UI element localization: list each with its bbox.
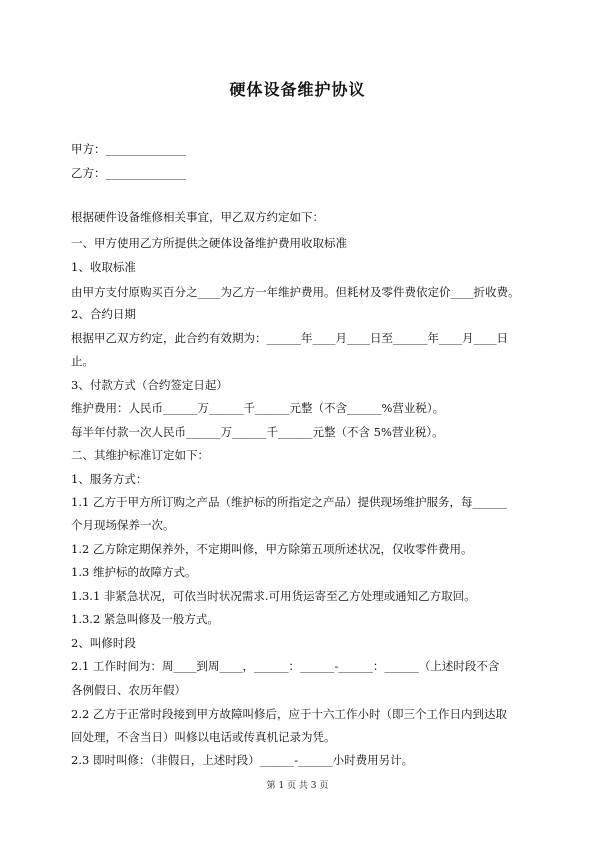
paragraph-line: 2.1 工作时间为：周____到周____，______：______-______：______（上述时段不含 xyxy=(71,659,500,673)
paragraph-line: 各例假日、农历年假） xyxy=(71,683,186,697)
paragraph-line: 个月现场保养一次。 xyxy=(71,518,175,532)
paragraph-line: 1.1 乙方于甲方所订购之产品（维护标的所指定之产品）提供现场维护服务，每______ xyxy=(71,495,507,509)
paragraph-line: 1.3.1 非紧急状况，可依当时状况需求.可用货运寄至乙方处理或通知乙方取回。 xyxy=(71,589,476,603)
subsection-heading: 3、付款方式（合约签定日起） xyxy=(71,378,228,392)
document-title: 硬体设备维护协议 xyxy=(229,80,366,99)
party-b-line: 乙方：______________ xyxy=(71,166,186,180)
subsection-heading: 1、服务方式： xyxy=(71,472,148,486)
section-heading: 二、其维护标准订定如下： xyxy=(71,448,209,462)
page-footer: 第 1 页 共 3 页 xyxy=(266,781,329,791)
paragraph-line: 1.2 乙方除定期保养外，不定期叫修，甲方除第五项所述状况，仅收零件费用。 xyxy=(71,542,473,556)
party-a-line: 甲方：______________ xyxy=(71,142,186,156)
paragraph-line: 2.2 乙方于正常时段接到甲方故障叫修后，应于十六工作小时（即三个工作日内到达取 xyxy=(71,707,507,721)
paragraph-line: 2.3 即时叫修：（非假日，上述时段）______-______小时费用另计。 xyxy=(71,753,414,767)
paragraph-line: 1.3 维护标的故障方式。 xyxy=(71,565,197,579)
paragraph-line: 1.3.2 紧急叫修及一般方式。 xyxy=(71,612,219,626)
paragraph-line: 每半年付款一次人民币______万______千______元整（不含 5%营业税）。 xyxy=(71,425,444,439)
section-heading: 一、甲方使用乙方所提供之硬体设备维护费用收取标准 xyxy=(71,236,347,250)
subsection-heading: 2、叫修时段 xyxy=(71,636,136,650)
paragraph-line: 根据硬件设备维修相关事宜，甲乙双方约定如下： xyxy=(71,210,324,224)
subsection-heading: 1、收取标准 xyxy=(71,260,136,274)
paragraph-line: 维护费用：人民币______万______千______元整（不含______%营业税）。 xyxy=(71,401,445,415)
paragraph-line: 根据甲乙双方约定，此合约有效期为：______年____月____日至______年____月____日 xyxy=(71,331,508,345)
paragraph-line: 回处理，不含当日）叫修以电话或传真机记录为凭。 xyxy=(71,730,336,744)
subsection-heading: 2、合约日期 xyxy=(71,307,136,321)
paragraph-line: 止。 xyxy=(71,354,94,368)
paragraph-line: 由甲方支付原购买百分之____为乙方一年维护费用。但耗材及零件费依定价____折收费。 xyxy=(71,285,520,299)
